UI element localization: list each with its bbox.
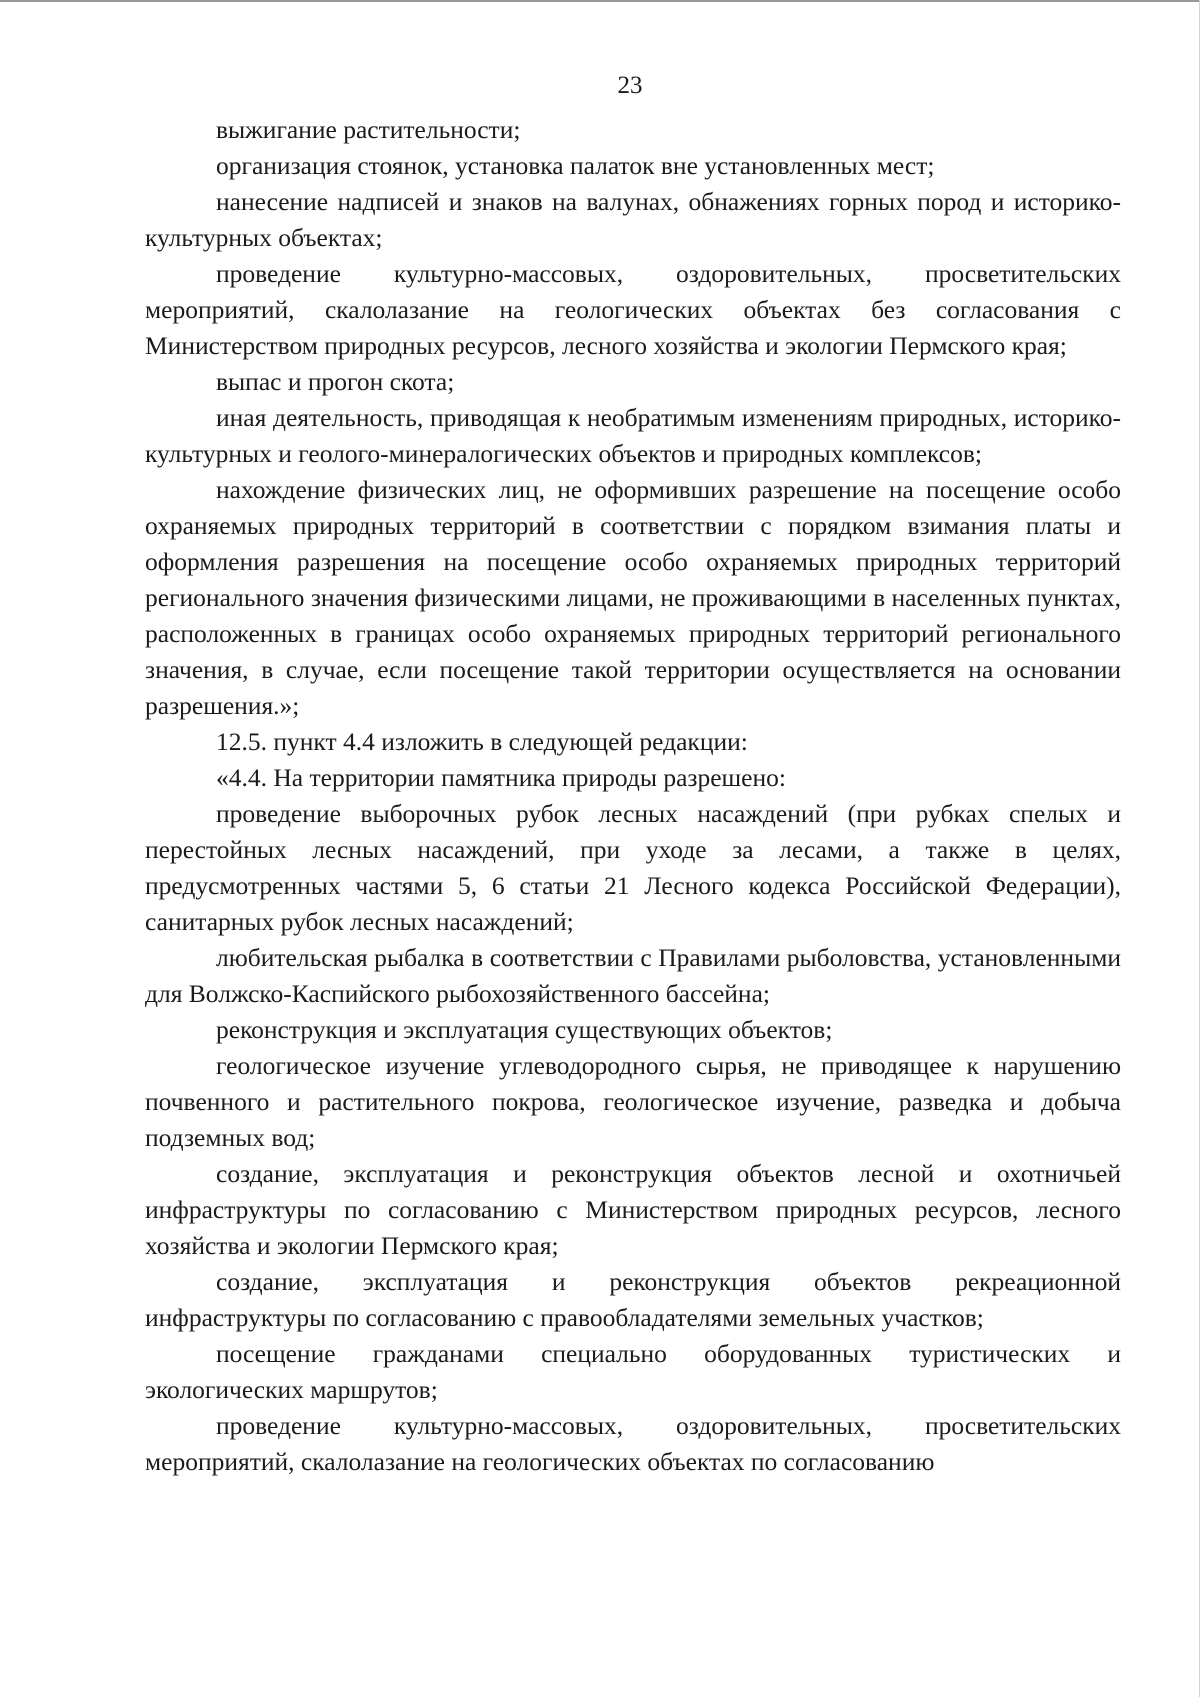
- paragraph-5: выпас и прогон скота;: [216, 367, 455, 396]
- paragraph-13: геологическое изучение углеводородного сырья, не приводящее к нарушению почвенного и растительного покрова, геологическое изучение, разведка и добыча подземных вод;: [145, 1051, 1121, 1152]
- paragraph-12: реконструкция и эксплуатация существующих объектов;: [216, 1015, 833, 1044]
- paragraph-17: проведение культурно-массовых, оздоровительных, просветительских мероприятий, скалолазание на геологических объектах по согласованию: [145, 1411, 1121, 1476]
- paragraph-7: нахождение физических лиц, не оформивших разрешение на посещение особо охраняемых природных территорий в соответствии с порядком взимания платы и оформления разрешения на посещение особо охраняемых природных территорий регионального значения физическими лицами, не проживающими в населенных пунктах, расположенных в границах особо охраняемых природных территорий регионального значения, в случае, если посещение такой территории осуществляется на основании разрешения.»;: [145, 475, 1121, 720]
- paragraph-16: посещение гражданами специально оборудованных туристических и экологических маршрутов;: [145, 1339, 1121, 1404]
- paragraph-9: «4.4. На территории памятника природы разрешено:: [216, 763, 786, 792]
- paragraph-8: 12.5. пункт 4.4 изложить в следующей редакции:: [216, 727, 748, 756]
- paragraph-3: нанесение надписей и знаков на валунах, обнажениях горных пород и историко-культурных объектах;: [145, 187, 1121, 252]
- paragraph-4: проведение культурно-массовых, оздоровительных, просветительских мероприятий, скалолазание на геологических объектах без согласования с Министерством природных ресурсов, лесного хозяйства и экологии Пермского края;: [145, 259, 1121, 360]
- paragraph-14: создание, эксплуатация и реконструкция объектов лесной и охотничьей инфраструктуры по согласованию с Министерством природных ресурсов, лесного хозяйства и экологии Пермского края;: [145, 1159, 1121, 1260]
- scan-top-edge: [0, 0, 1200, 2]
- page-number: 23: [617, 72, 643, 99]
- paragraph-2: организация стоянок, установка палаток вне установленных мест;: [216, 151, 935, 180]
- paragraph-11: любительская рыбалка в соответствии с Правилами рыболовства, установленными для Волжско-Каспийского рыбохозяйственного бассейна;: [145, 943, 1121, 1008]
- paragraph-1: выжигание растительности;: [216, 115, 521, 144]
- paragraph-10: проведение выборочных рубок лесных насаждений (при рубках спелых и перестойных лесных насаждений, при уходе за лесами, а также в целях, предусмотренных частями 5, 6 статьи 21 Лесного кодекса Российской Федерации), санитарных рубок лесных насаждений;: [145, 799, 1121, 936]
- document-body: [145, 112, 1121, 1480]
- paragraph-6: иная деятельность, приводящая к необратимым изменениям природных, историко-культурных и геолого-минералогических объектов и природных комплексов;: [145, 403, 1121, 468]
- paragraph-15: создание, эксплуатация и реконструкция объектов рекреационной инфраструктуры по согласованию с правообладателями земельных участков;: [145, 1267, 1121, 1332]
